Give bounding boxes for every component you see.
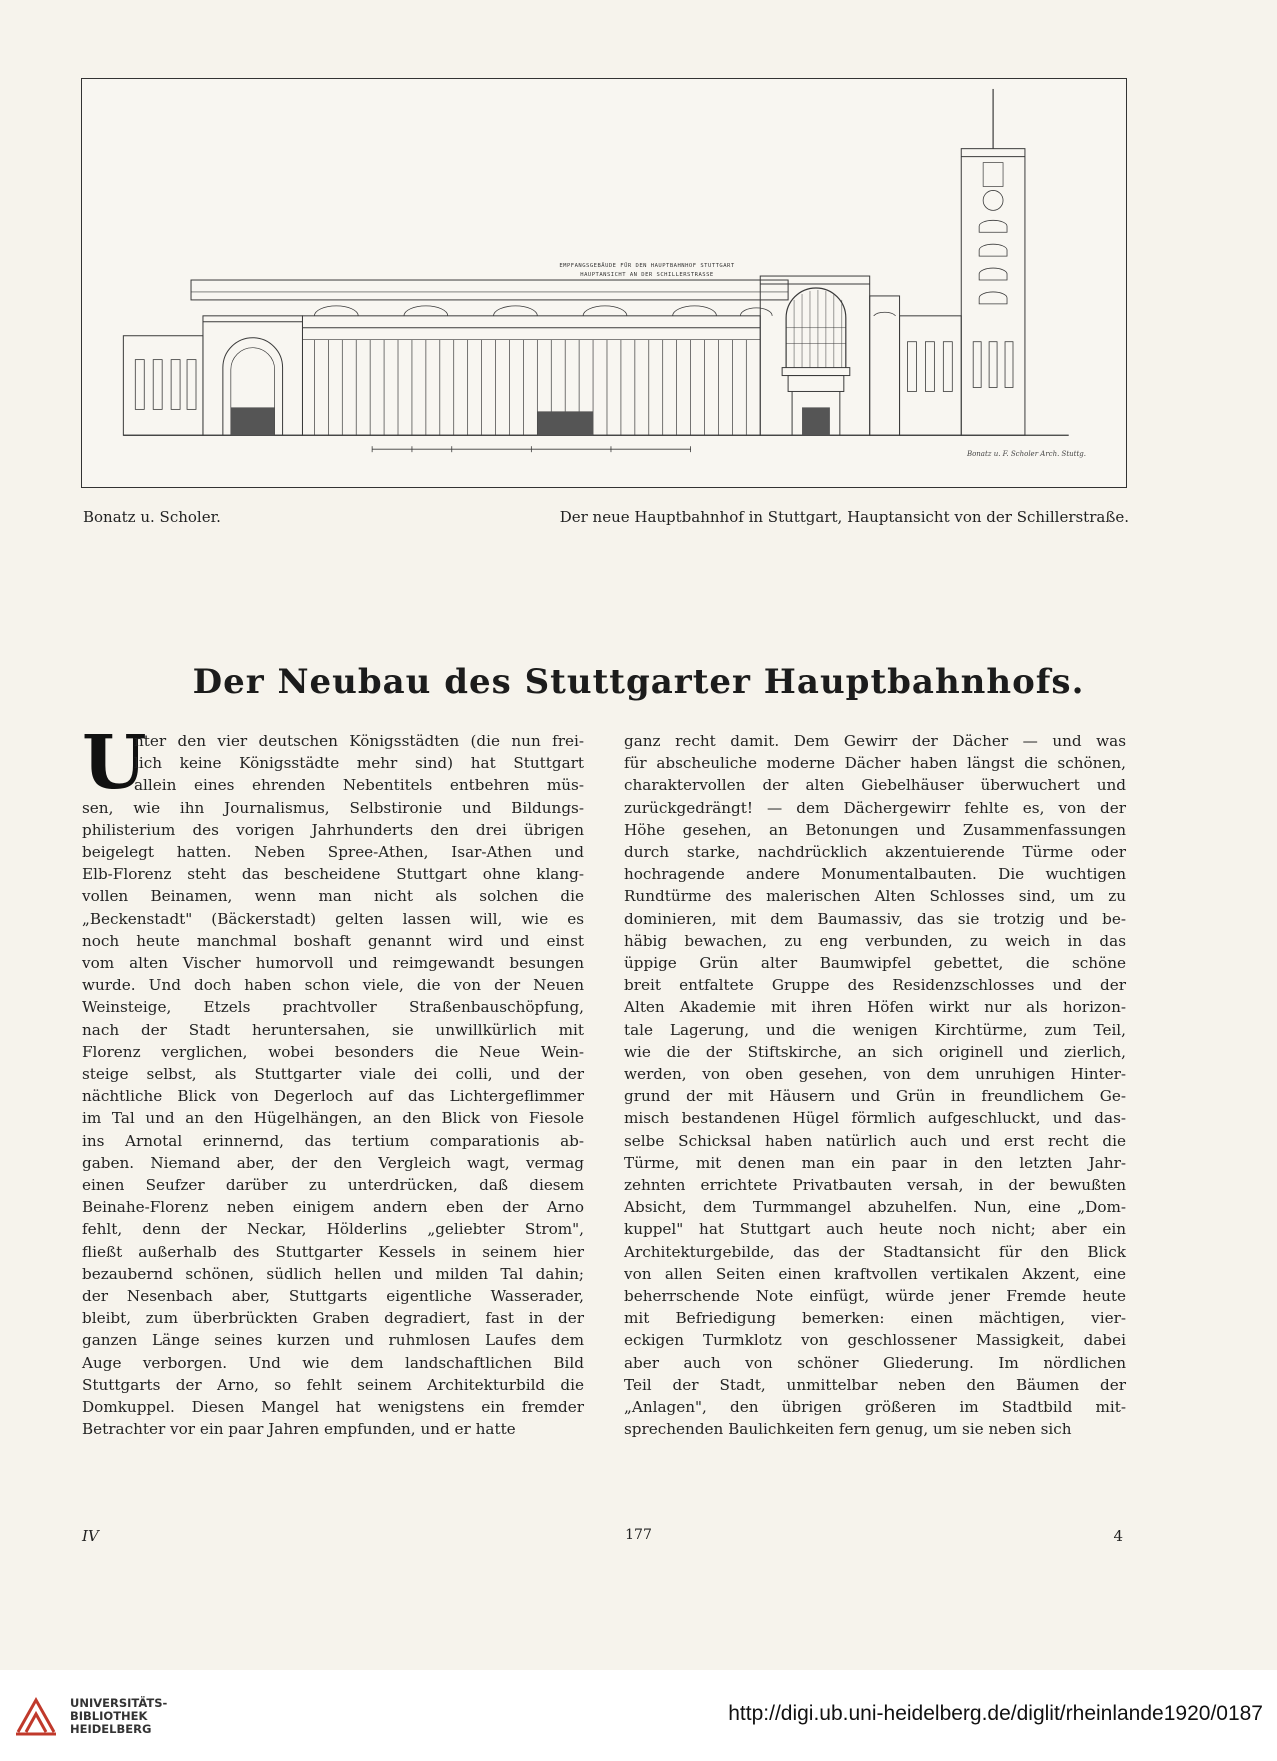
- text-line: Höhe gesehen, an Betonungen und Zusammenfassungen: [624, 820, 1126, 839]
- signature-mark: 4: [1113, 1527, 1123, 1545]
- text-line: von allen Seiten einen kraftvollen vertikalen Akzent, eine: [624, 1264, 1126, 1283]
- drop-cap: U: [82, 720, 147, 806]
- text-line: mit Befriedigung bemerken: einen mächtigen, vier-: [624, 1309, 1126, 1328]
- text-line: hochragende andere Monumentalbauten. Die wuchtigen: [624, 865, 1126, 884]
- text-line: charaktervollen der alten Giebelhäuser überwuchert und: [624, 776, 1126, 795]
- text-line: misch bestandenen Hügel förmlich aufgeschluckt, und das-: [624, 1109, 1126, 1128]
- text-line: aber auch von schöner Gliederung. Im nördlichen: [624, 1353, 1126, 1372]
- text-line: breit entfaltete Gruppe des Residenzschlosses und der: [624, 976, 1126, 995]
- text-line: „Beckenstadt" (Bäckerstadt) gelten lassen will, wie es: [82, 909, 584, 928]
- text-line: nter den vier deutschen Königsstädten (die nun frei-: [134, 732, 584, 750]
- text-line: steige selbst, als Stuttgarter viale dei colli, und der: [82, 1065, 584, 1084]
- plan-caption-line2: HAUPTANSICHT AN DER SCHILLERSTRASSE: [580, 272, 714, 278]
- article-title: Der Neubau des Stuttgarter Hauptbahnhofs.: [192, 662, 1085, 702]
- text-line: vollen Beinamen, wenn man nicht als solchen die: [82, 887, 584, 906]
- text-line: Weinsteige, Etzels prachtvoller Straßenbauschöpfung,: [82, 998, 584, 1017]
- left-text-column: [82, 720, 584, 1441]
- text-line: allein eines ehrenden Nebentitels entbehren müs-: [134, 776, 584, 795]
- page-number: 177: [625, 1527, 652, 1543]
- text-line: zurückgedrängt! — dem Dächergewirr fehlte es, von der: [624, 798, 1126, 817]
- text-line: zehnten errichtete Privatbauten versah, in der bewußten: [624, 1176, 1126, 1195]
- text-line: Domkuppel. Diesen Mangel hat wenigstens ein fremder: [82, 1398, 584, 1417]
- text-line: ganz recht damit. Dem Gewirr der Dächer — und was: [624, 732, 1126, 750]
- text-line: tale Lagerung, und die wenigen Kirchtürme, zum Teil,: [624, 1020, 1126, 1039]
- text-line: gaben. Niemand aber, der den Vergleich wagt, vermag: [82, 1153, 584, 1172]
- text-line: Florenz verglichen, wobei besonders die Neue Wein-: [82, 1042, 584, 1061]
- text-line: nächtliche Blick von Degerloch auf das Lichtergeflimmer: [82, 1087, 584, 1106]
- text-line: vom alten Vischer humorvoll und reimgewandt besungen: [82, 954, 584, 973]
- right-text-column: [624, 730, 1126, 1441]
- text-line: Auge verborgen. Und wie dem landschaftlichen Bild: [82, 1353, 584, 1372]
- library-logo-icon: [12, 1692, 60, 1740]
- text-line: beherrschende Note einfügt, würde jener Fremde heute: [624, 1287, 1126, 1306]
- text-line: Beinahe-Florenz neben einigem andern eben der Arno: [82, 1198, 584, 1217]
- text-line: häbig bewachen, zu eng verbunden, zu weich in das: [624, 931, 1126, 950]
- text-line: durch starke, nachdrücklich akzentuierende Türme oder: [624, 843, 1126, 862]
- text-line: beigelegt hatten. Neben Spree-Athen, Isar-Athen und: [82, 843, 584, 862]
- text-line: Türme, mit denen man ein paar in den letzten Jahr-: [624, 1153, 1126, 1172]
- text-line: Betrachter vor ein paar Jahren empfunden, und er hatte: [82, 1420, 516, 1439]
- text-line: eckigen Turmklotz von geschlossener Massigkeit, dabei: [624, 1331, 1126, 1350]
- text-line: bleibt, zum überbrückten Graben degradiert, fast in der: [82, 1309, 584, 1328]
- text-line: einen Seufzer darüber zu unterdrücken, daß diesem: [82, 1176, 584, 1195]
- volume-number: IV: [82, 1527, 99, 1545]
- library-footer-bar: [0, 1670, 1277, 1761]
- text-line: grund der mit Häusern und Grün in freundlichem Ge-: [624, 1087, 1126, 1106]
- library-name-line1: UNIVERSITÄTS-: [70, 1696, 168, 1710]
- library-name: [70, 1697, 167, 1736]
- text-line: wurde. Und doch haben schon viele, die von der Neuen: [82, 976, 584, 995]
- text-line: ins Arnotal erinnernd, das tertium comparationis ab-: [82, 1131, 584, 1150]
- text-line: Architekturgebilde, das der Stadtansicht für den Blick: [624, 1242, 1126, 1261]
- text-line: im Tal und an den Hügelhängen, an den Blick von Fiesole: [82, 1109, 584, 1128]
- text-line: Absicht, dem Turmmangel abzuhelfen. Nun, eine „Dom-: [624, 1198, 1126, 1217]
- text-line: wie die der Stiftskirche, an sich originell und zierlich,: [624, 1042, 1126, 1061]
- text-line: ganzen Länge seines kurzen und ruhmlosen Laufes dem: [82, 1331, 584, 1350]
- text-line: nach der Stadt heruntersahen, sie unwillkürlich mit: [82, 1020, 584, 1039]
- text-line: sen, wie ihn Journalismus, Selbstironie und Bildungs-: [82, 798, 584, 817]
- library-name-line3: HEIDELBERG: [70, 1722, 152, 1736]
- text-line: selbe Schicksal haben natürlich auch und erst recht die: [624, 1131, 1126, 1150]
- text-line: „Anlagen", den übrigen größeren im Stadtbild mit-: [624, 1398, 1126, 1417]
- text-line: der Nesenbach aber, Stuttgarts eigentliche Wasserader,: [82, 1287, 584, 1306]
- library-name-line2: BIBLIOTHEK: [70, 1709, 148, 1723]
- text-line: werden, von oben gesehen, von dem unruhigen Hinter-: [624, 1065, 1126, 1084]
- text-line: bezaubernd schönen, südlich hellen und milden Tal dahin;: [82, 1264, 584, 1283]
- text-line: Teil der Stadt, unmittelbar neben den Bäumen der: [624, 1375, 1126, 1394]
- text-line: für abscheuliche moderne Dächer haben längst die schönen,: [624, 754, 1126, 773]
- elevation-drawing: [82, 79, 1126, 487]
- plan-caption-line1: EMPFANGSGEBÄUDE FÜR DEN HAUPTBAHNHOF STUTTGART: [559, 263, 735, 269]
- text-line: philisterium des vorigen Jahrhunderts den drei übrigen: [82, 820, 584, 839]
- plan-caption: [457, 262, 837, 280]
- text-line: kuppel" hat Stuttgart auch heute noch nicht; aber ein: [624, 1220, 1126, 1239]
- figure-credit: Bonatz u. Scholer.: [83, 508, 221, 526]
- text-line: üppige Grün alter Baumwipfel gebettet, die schöne: [624, 954, 1126, 973]
- text-line: noch heute manchmal boshaft genannt wird und einst: [82, 931, 584, 950]
- source-url[interactable]: http://digi.ub.uni-heidelberg.de/diglit/rheinlande1920/0187: [728, 1702, 1263, 1725]
- text-line: fehlt, denn der Neckar, Hölderlins „geliebter Strom",: [82, 1220, 584, 1239]
- figure-caption: Der neue Hauptbahnhof in Stuttgart, Hauptansicht von der Schillerstraße.: [559, 508, 1129, 526]
- text-line: Rundtürme des malerischen Alten Schlosses sind, um zu: [624, 887, 1126, 906]
- text-line: Stuttgarts der Arno, so fehlt seinem Architekturbild die: [82, 1375, 584, 1394]
- text-line: sprechenden Baulichkeiten fern genug, um sie neben sich: [624, 1420, 1072, 1439]
- text-line: lich keine Königsstädte mehr sind) hat Stuttgart: [134, 754, 584, 773]
- text-line: Elb-Florenz steht das bescheidene Stuttgart ohne klang-: [82, 865, 584, 884]
- architect-signature: Bonatz u. F. Scholer Arch. Stuttg.: [966, 450, 1086, 458]
- text-line: Alten Akademie mit ihren Höfen wirkt nur als horizon-: [624, 998, 1126, 1017]
- text-line: fließt außerhalb des Stuttgarter Kessels in seinem hier: [82, 1242, 584, 1261]
- text-line: dominieren, mit dem Baumassiv, das sie trotzig und be-: [624, 909, 1126, 928]
- station-elevation-figure: [81, 78, 1127, 488]
